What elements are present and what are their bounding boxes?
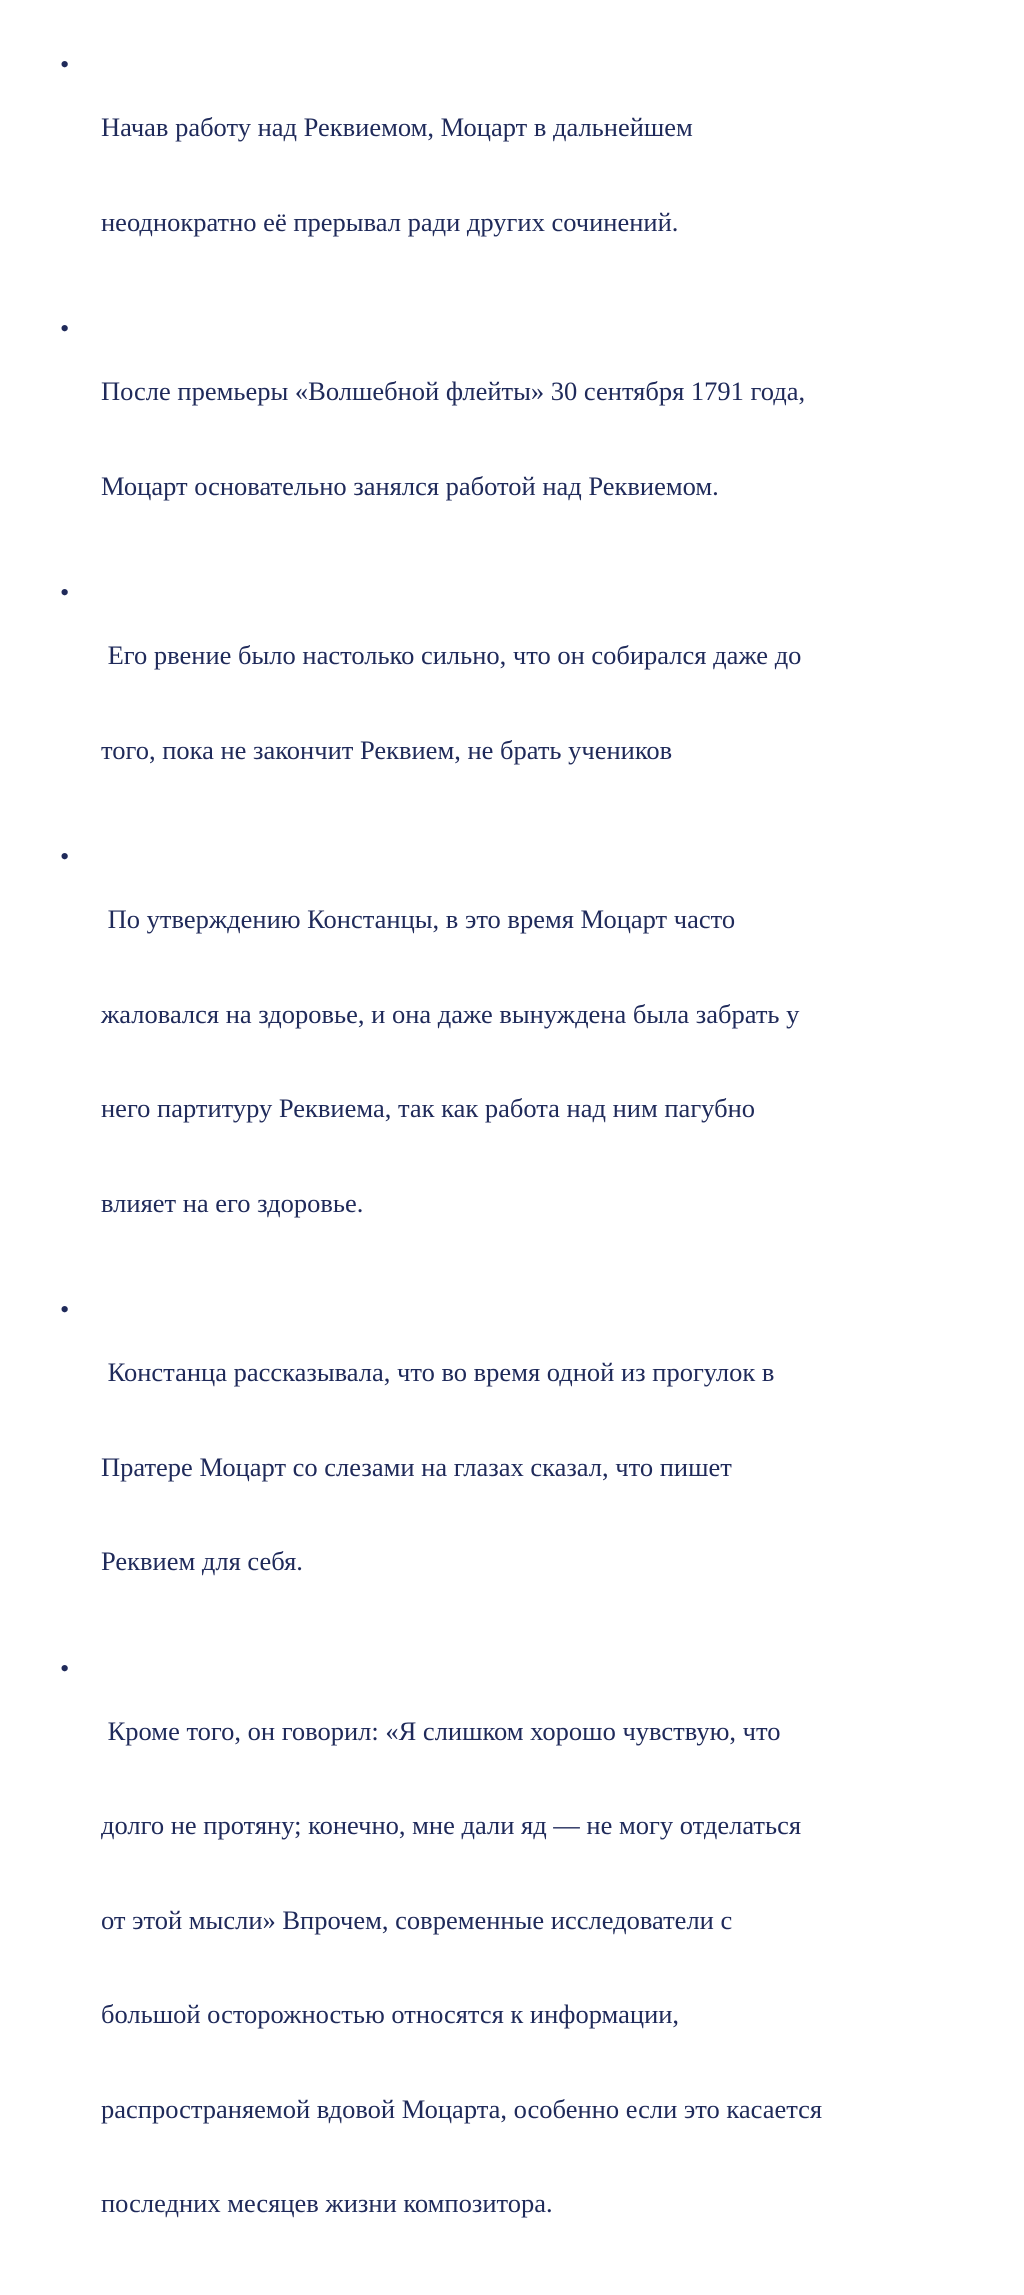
bullet-item bbox=[60, 49, 970, 301]
text-line: последних месяцев жизни композитора. bbox=[101, 2188, 553, 2218]
text-line: Констанца рассказывала, что во время одной из прогулок в bbox=[101, 1357, 775, 1387]
bullet-marker: • bbox=[60, 1294, 70, 1324]
text-line: По утверждению Констанцы, в это время Моцарт часто bbox=[101, 904, 736, 934]
bullet-marker: • bbox=[60, 1652, 70, 1683]
text-line: долго не протяну; конечно, мне дали яд — не могу отделаться bbox=[101, 1810, 802, 1840]
text-line: него партитуру Реквиема, так как работа над ним пагубно bbox=[101, 1093, 755, 1123]
bullet-marker: • bbox=[60, 49, 70, 79]
text-line: распространяемой вдовой Моцарта, особенно если это касается bbox=[101, 2093, 823, 2124]
text-line: неоднократно её прерывал ради других сочинений. bbox=[101, 206, 679, 237]
text-line: Его рвение было настолько сильно, что он собирался даже до bbox=[101, 640, 802, 670]
bullet-item bbox=[60, 577, 970, 829]
bullet-list bbox=[60, 49, 970, 2295]
bullet-text bbox=[101, 1653, 970, 2283]
bullet-marker: • bbox=[60, 841, 70, 871]
text-line: Пратере Моцарт со слезами на глазах сказал, что пишет bbox=[101, 1451, 732, 1482]
text-line: от этой мысли» Впрочем, современные исследователи с bbox=[101, 1904, 733, 1935]
bullet-text bbox=[101, 841, 970, 1282]
text-line: влияет на его здоровье. bbox=[101, 1187, 364, 1218]
bullet-text bbox=[101, 577, 970, 829]
text-line: того, пока не закончит Реквием, не брать учеников bbox=[101, 734, 673, 765]
text-line: большой осторожностью относятся к информации, bbox=[101, 1999, 680, 2029]
text-line: Моцарт основательно занялся работой над Реквиемом. bbox=[101, 470, 719, 501]
bullet-marker: • bbox=[60, 313, 70, 343]
bullet-text bbox=[101, 313, 970, 565]
bullet-item bbox=[60, 313, 970, 565]
text-line: жаловался на здоровье, и она даже вынуждена была забрать у bbox=[101, 998, 800, 1029]
bullet-item bbox=[60, 1294, 970, 1641]
bullet-item bbox=[60, 841, 970, 1282]
text-line: Кроме того, он говорил: «Я слишком хорошо чувствую, что bbox=[101, 1715, 781, 1746]
text-line: После премьеры «Волшебной флейты» 30 сентября 1791 года, bbox=[101, 376, 806, 406]
text-line: Начав работу над Реквиемом, Моцарт в дальнейшем bbox=[101, 112, 693, 142]
bullet-text bbox=[101, 49, 970, 301]
bullet-text bbox=[101, 1294, 970, 1641]
bullet-marker: • bbox=[60, 577, 70, 607]
text-line: Реквием для себя. bbox=[101, 1546, 303, 1576]
bullet-item bbox=[60, 1653, 970, 2283]
